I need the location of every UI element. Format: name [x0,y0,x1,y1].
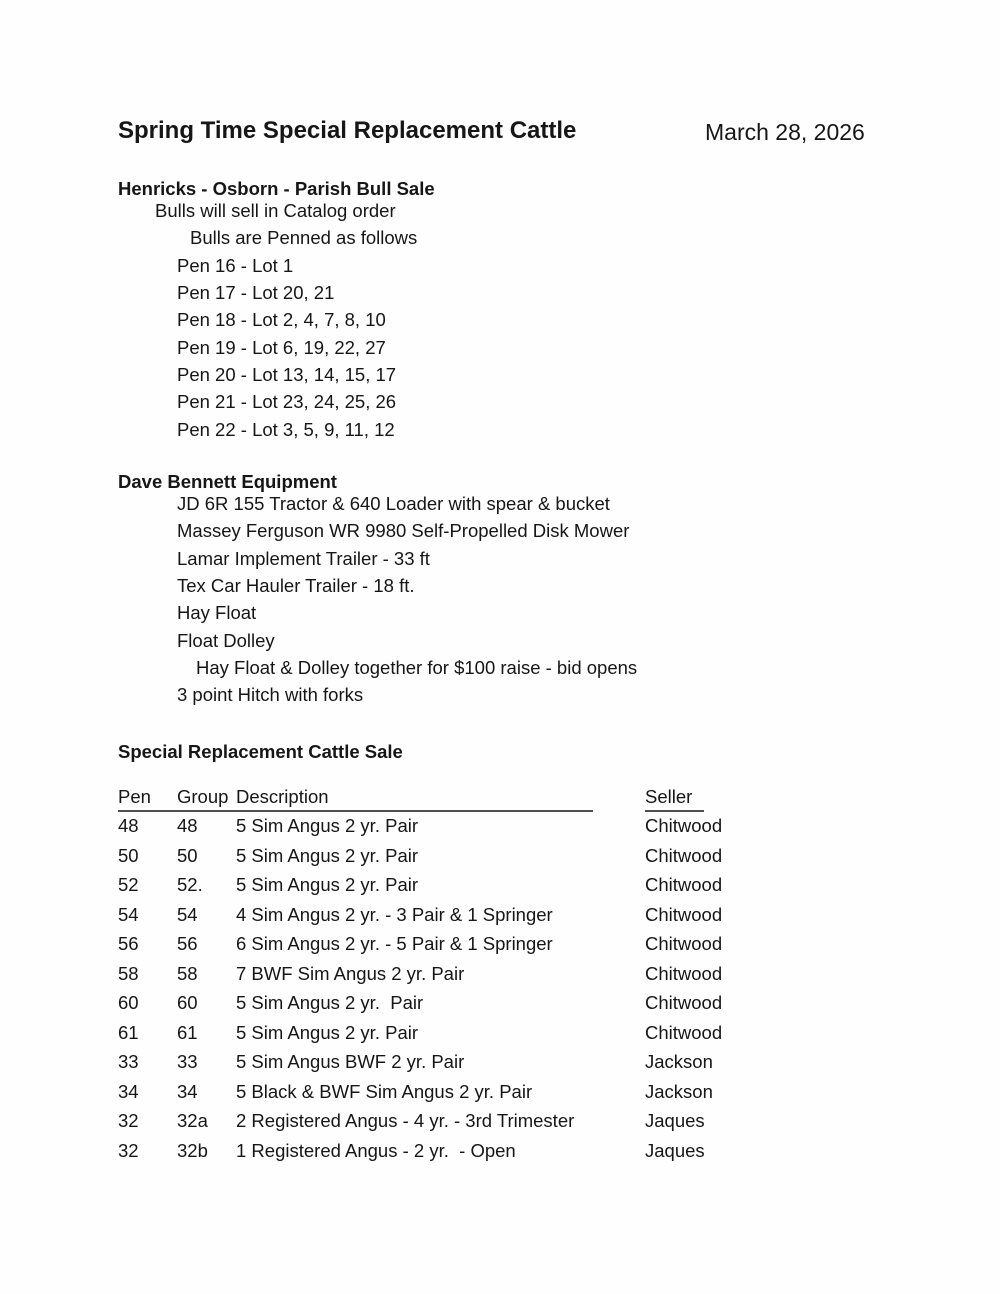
cell-group: 61 [177,1021,198,1043]
cell-group: 52. [177,874,203,896]
cell-group: 54 [177,903,198,925]
column-header-pen: Pen [118,786,151,807]
bull-sale-list [118,197,417,443]
equipment-item: Massey Ferguson WR 9980 Self-Propelled Disk Mower [177,520,630,542]
cell-pen: 32 [118,1140,139,1162]
cell-seller: Jackson [645,1051,713,1073]
pen-assignment: Pen 19 - Lot 6, 19, 22, 27 [177,336,386,358]
bull-sale-note-2: Bulls are Penned as follows [190,227,418,249]
cell-seller: Chitwood [645,992,723,1014]
table-row [0,841,1000,871]
table-row [0,959,1000,989]
equipment-list [118,490,637,709]
cell-seller: Jackson [645,1080,713,1102]
cell-description: 5 Sim Angus 2 yr. Pair [236,844,419,866]
bull-sale-heading: Henricks - Osborn - Parish Bull Sale [118,178,435,199]
equipment-item: Hay Float [177,602,257,624]
cell-pen: 33 [118,1051,139,1073]
equipment-item: Hay Float & Dolley together for $100 raise - bid opens [196,657,638,679]
table-row [0,1106,1000,1136]
equipment-heading: Dave Bennett Equipment [118,471,337,492]
cell-description: 5 Sim Angus 2 yr. Pair [236,1021,419,1043]
column-header-seller: Seller [645,784,704,812]
cell-pen: 56 [118,933,139,955]
table-row [0,988,1000,1018]
cell-seller: Chitwood [645,874,723,896]
table-body [0,811,1000,1166]
page-date: March 28, 2026 [705,119,865,145]
cell-group: 58 [177,962,198,984]
cattle-sale-heading: Special Replacement Cattle Sale [118,741,403,762]
cell-pen: 52 [118,874,139,896]
cell-pen: 61 [118,1021,139,1043]
table-row [0,929,1000,959]
cell-pen: 58 [118,962,139,984]
pen-assignment: Pen 16 - Lot 1 [177,254,294,276]
cell-pen: 60 [118,992,139,1014]
cell-description: 5 Black & BWF Sim Angus 2 yr. Pair [236,1080,533,1102]
equipment-item: JD 6R 155 Tractor & 640 Loader with spear & bucket [177,493,610,514]
cell-description: 5 Sim Angus 2 yr. Pair [236,815,419,836]
equipment-item: Tex Car Hauler Trailer - 18 ft. [177,575,415,597]
table-row [0,1047,1000,1077]
cell-group: 32b [177,1140,208,1162]
cell-group: 50 [177,844,198,866]
cell-description: 1 Registered Angus - 2 yr. - Open [236,1140,516,1162]
cell-description: 5 Sim Angus 2 yr. Pair [236,992,424,1014]
cell-group: 33 [177,1051,198,1073]
cell-pen: 48 [118,815,139,836]
cell-description: 7 BWF Sim Angus 2 yr. Pair [236,962,465,984]
cell-seller: Chitwood [645,903,723,925]
equipment-item: Lamar Implement Trailer - 33 ft [177,547,430,569]
cell-group: 32a [177,1110,208,1132]
equipment-item: 3 point Hitch with forks [177,684,364,706]
pen-assignment: Pen 20 - Lot 13, 14, 15, 17 [177,364,397,386]
cell-pen: 34 [118,1080,139,1102]
cell-seller: Jaques [645,1140,705,1162]
cell-description: 4 Sim Angus 2 yr. - 3 Pair & 1 Springer [236,903,553,925]
cell-seller: Chitwood [645,815,723,836]
table-row [0,900,1000,930]
pen-assignment: Pen 17 - Lot 20, 21 [177,282,335,304]
table-header [118,784,593,812]
cell-description: 5 Sim Angus BWF 2 yr. Pair [236,1051,465,1073]
pen-assignment: Pen 22 - Lot 3, 5, 9, 11, 12 [177,418,395,440]
table-row [0,1077,1000,1107]
page-title: Spring Time Special Replacement Cattle [118,117,577,144]
column-header-description: Description [236,786,329,807]
cell-seller: Chitwood [645,933,723,955]
cell-seller: Chitwood [645,962,723,984]
table-row [0,1136,1000,1166]
cell-group: 60 [177,992,198,1014]
cell-pen: 54 [118,903,139,925]
cell-description: 6 Sim Angus 2 yr. - 5 Pair & 1 Springer [236,933,553,955]
cell-description: 2 Registered Angus - 4 yr. - 3rd Trimester [236,1110,575,1132]
cell-pen: 32 [118,1110,139,1132]
cell-description: 5 Sim Angus 2 yr. Pair [236,874,419,896]
cell-group: 34 [177,1080,198,1102]
table-row [0,1018,1000,1048]
pen-assignment: Pen 18 - Lot 2, 4, 7, 8, 10 [177,309,386,331]
cell-seller: Jaques [645,1110,705,1132]
table-row [0,870,1000,900]
pen-assignment: Pen 21 - Lot 23, 24, 25, 26 [177,391,397,413]
cell-group: 48 [177,815,198,836]
cell-seller: Chitwood [645,844,723,866]
column-header-group: Group [177,786,229,807]
bull-sale-note-1: Bulls will sell in Catalog order [155,200,396,221]
cell-pen: 50 [118,844,139,866]
cell-seller: Chitwood [645,1021,723,1043]
cell-group: 56 [177,933,198,955]
table-row [0,811,1000,841]
equipment-item: Float Dolley [177,629,275,651]
